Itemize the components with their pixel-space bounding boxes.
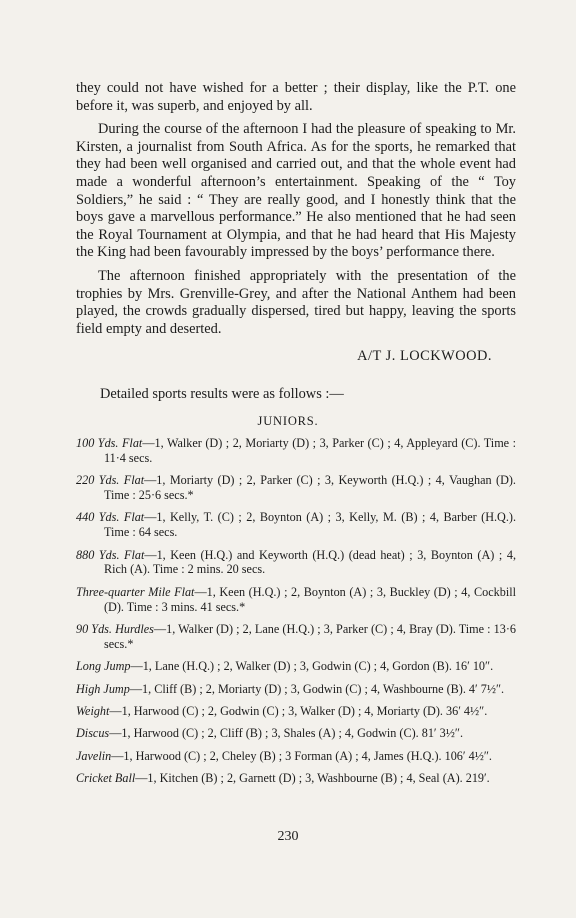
- event-name: 440 Yds. Flat: [76, 510, 145, 525]
- page-number: 230: [277, 829, 299, 844]
- event-name: Cricket Ball: [76, 771, 136, 786]
- result-text: —1, Harwood (C) ; 2, Cheley (B) ; 3 Forman (A) ; 4, James (H.Q.). 106′ 4½″.: [111, 748, 492, 763]
- result-entry: [76, 436, 516, 466]
- result-entry: [76, 473, 516, 503]
- result-text: —1, Keen (H.Q.) and Keyworth (H.Q.) (dead heat) ; 3, Boynton (A) ; 4, Rich (A). Time : 2 mins. 20 secs.: [104, 547, 516, 577]
- event-name: High Jump: [76, 681, 130, 696]
- result-entry: [76, 682, 516, 697]
- event-name: Discus: [76, 726, 110, 741]
- result-text: —1, Kelly, T. (C) ; 2, Boynton (A) ; 3, Kelly, M. (B) ; 4, Barber (H.Q.). Time : 64 secs.: [104, 510, 516, 540]
- result-text: —1, Walker (D) ; 2, Moriarty (D) ; 3, Parker (C) ; 4, Appleyard (C). Time : 11·4 secs.: [104, 436, 516, 465]
- result-entry: [76, 622, 516, 652]
- event-name: 880 Yds. Flat: [76, 547, 145, 562]
- result-text: —1, Walker (D) ; 2, Lane (H.Q.) ; 3, Parker (C) ; 4, Bray (D). Time : 13·6 secs.*: [104, 621, 517, 651]
- result-entry: [76, 704, 516, 719]
- event-name: Three-quarter Mile Flat: [76, 584, 195, 599]
- result-text: —1, Moriarty (D) ; 2, Parker (C) ; 3, Keyworth (H.Q.) ; 4, Vaughan (D). Time : 25·6 secs.*: [104, 473, 516, 502]
- result-text: —1, Lane (H.Q.) ; 2, Walker (D) ; 3, Godwin (C) ; 4, Gordon (B). 16′ 10″.: [130, 659, 494, 674]
- result-entry: [76, 771, 516, 786]
- result-entry: [76, 510, 516, 540]
- result-entry: [76, 659, 516, 674]
- author-signature: A/T J. LOCKWOOD.: [357, 348, 492, 365]
- event-name: 90 Yds. Hurdles: [76, 621, 154, 636]
- event-name: Javelin: [76, 748, 112, 763]
- event-name: Long Jump: [76, 659, 131, 674]
- section-heading: JUNIORS.: [257, 414, 319, 428]
- event-name: 100 Yds. Flat: [76, 436, 143, 450]
- event-name: 220 Yds. Flat: [76, 473, 145, 488]
- results-list: [76, 436, 516, 793]
- article-body: [76, 80, 516, 366]
- paragraph: The afternoon finished appropriately with the presentation of the trophies by Mrs. Grenville-Grey, and after the National Anthem had been played, the crowds gradually dispersed, tired but happy, leaving the sports field empty and deserted.: [76, 267, 516, 337]
- event-name: Weight: [76, 703, 110, 718]
- paragraph: they could not have wished for a better ; their display, like the P.T. one before it, was superb, and enjoyed by all.: [76, 80, 516, 114]
- result-entry: [76, 585, 516, 615]
- result-text: —1, Harwood (C) ; 2, Godwin (C) ; 3, Walker (D) ; 4, Moriarty (D). 36′ 4½″.: [109, 703, 488, 718]
- result-text: —1, Harwood (C) ; 2, Cliff (B) ; 3, Shales (A) ; 4, Godwin (C). 81′ 3½″.: [109, 726, 463, 741]
- result-text: —1, Keen (H.Q.) ; 2, Boynton (A) ; 3, Buckley (D) ; 4, Cockbill (D). Time : 3 mins. 41 secs.*: [104, 584, 516, 614]
- results-intro: Detailed sports results were as follows :—: [100, 386, 344, 402]
- result-entry: [76, 548, 516, 578]
- result-entry: [76, 726, 516, 741]
- paragraph: During the course of the afternoon I had the pleasure of speaking to Mr. Kirsten, a journalist from South Africa. As for the sports, he remarked that they had been well organised and carried out, and that the whole event had made a wonderful afternoon’s entertainment. Speaking of the “ Toy Soldiers,” he said : “ They are really good, and I honestly think that the boys gave a marvellous performance.” He also mentioned that he had seen the Royal Tournament at Olympia, and that he had heard that His Majesty the King had been favourably impressed by the boys’ performance there.: [76, 121, 516, 261]
- result-text: —1, Cliff (B) ; 2, Moriarty (D) ; 3, Godwin (C) ; 4, Washbourne (B). 4′ 7½″.: [129, 681, 505, 696]
- result-text: —1, Kitchen (B) ; 2, Garnett (D) ; 3, Washbourne (B) ; 4, Seal (A). 219′.: [135, 771, 490, 786]
- result-entry: [76, 749, 516, 764]
